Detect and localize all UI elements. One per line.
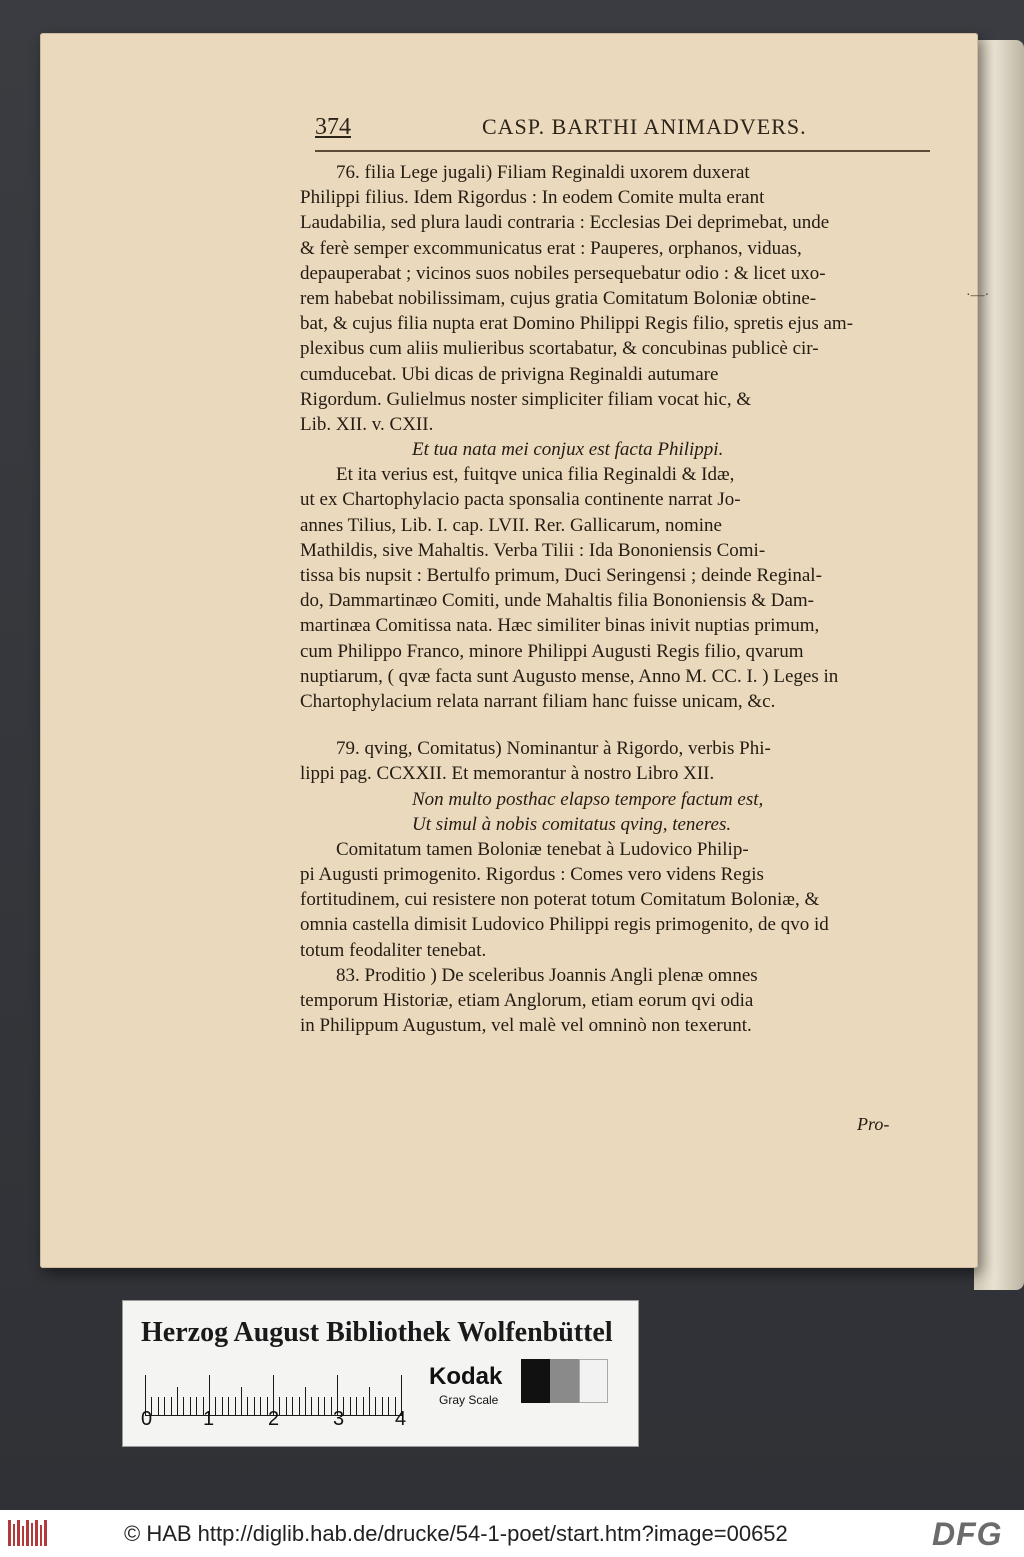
text-line: cum Philippo Franco, minore Philippi Augusti Regis filio, qvarum xyxy=(300,640,804,662)
margin-mark: ·—· xyxy=(966,288,990,303)
ruler-tick xyxy=(222,1397,223,1415)
text-line: pi Augusti primogenito. Rigordus : Comes vero videns Regis xyxy=(300,864,764,886)
copyright-url[interactable]: © HAB http://diglib.hab.de/drucke/54-1-poet/start.htm?image=00652 xyxy=(124,1521,788,1546)
grayscale-label: Gray Scale xyxy=(439,1393,499,1407)
ruler-tick xyxy=(254,1397,255,1415)
text-line: Mathildis, sive Mahaltis. Verba Tilii : Ida Bononiensis Comi- xyxy=(300,539,766,561)
ruler-tick xyxy=(158,1397,159,1415)
ruler-tick xyxy=(382,1397,383,1415)
ruler-tick xyxy=(215,1397,216,1415)
text-line: martinæa Comitissa nata. Hæc similiter binas inivit nuptias primum, xyxy=(300,615,820,637)
library-name: Herzog August Bibliothek Wolfenbüttel xyxy=(141,1317,613,1348)
text-line: Rigordum. Gulielmus noster simpliciter filiam vocat hic, & xyxy=(300,388,752,410)
page-number: 374 xyxy=(315,114,351,140)
ruler-tick xyxy=(241,1387,242,1415)
catchword: Pro- xyxy=(857,1114,890,1134)
page-text xyxy=(300,160,940,1038)
gray-patch-mid xyxy=(550,1359,579,1403)
text-line: Lib. XII. v. CXII. xyxy=(300,413,434,435)
ruler-tick xyxy=(356,1397,357,1415)
ruler-tick xyxy=(247,1397,248,1415)
ruler-tick xyxy=(286,1397,287,1415)
facing-page-edge xyxy=(974,40,1024,1290)
text-line: & ferè semper excommunicatus erat : Pauperes, orphanos, viduas, xyxy=(300,237,802,259)
text-line: do, Dammartinæo Comiti, unde Mahaltis filia Bononiensis & Dam- xyxy=(300,590,815,612)
ruler-tick xyxy=(171,1397,172,1415)
barcode-icon xyxy=(8,1520,48,1546)
gray-patch-white xyxy=(579,1359,608,1403)
text-line: Laudabilia, sed plura laudi contraria : Ecclesias Dei deprimebat, unde xyxy=(300,212,830,234)
ruler-tick xyxy=(279,1397,280,1415)
text-line: nuptiarum, ( qvæ facta sunt Augusto mense, Anno M. CC. I. ) Leges in xyxy=(300,665,839,687)
dfg-logo: DFG xyxy=(932,1516,1003,1552)
ruler-tick xyxy=(324,1397,325,1415)
ruler-tick xyxy=(228,1397,229,1415)
ruler-tick xyxy=(305,1387,306,1415)
ruler-tick xyxy=(260,1397,261,1415)
ruler-number: 4 xyxy=(395,1408,407,1430)
ruler-tick xyxy=(311,1397,312,1415)
ruler-tick xyxy=(331,1397,332,1415)
text-line: 83. Proditio ) De sceleribus Joannis Angli plenæ omnes xyxy=(336,964,758,986)
ruler-tick xyxy=(299,1397,300,1415)
text-line: tissa bis nupsit : Bertulfo primum, Duci Seringensi ; deinde Reginal- xyxy=(300,565,822,586)
ruler-tick xyxy=(375,1397,376,1415)
color-target-card xyxy=(122,1300,639,1447)
text-line: fortitudinem, cui resistere non poterat totum Comitatum Boloniæ, & xyxy=(300,889,820,911)
text-line: Philippi filius. Idem Rigordus : In eodem Comite multa erant xyxy=(300,187,765,209)
text-line: Chartophylacium relata narrant filiam hanc fuisse unicam, &c. xyxy=(300,690,776,712)
text-line: in Philippum Augustum, vel malè vel omninò non texerunt. xyxy=(300,1015,752,1037)
text-line: lippi pag. CCXXII. Et memorantur à nostro Libro XII. xyxy=(300,763,715,785)
ruler-tick xyxy=(388,1397,389,1415)
ruler-tick xyxy=(235,1397,236,1415)
text-line: depauperabat ; vicinos suos nobiles persequebatur odio : & licet uxo- xyxy=(300,262,826,284)
ruler-number: 2 xyxy=(268,1408,280,1430)
ruler-tick xyxy=(350,1397,351,1415)
ruler-number: 0 xyxy=(141,1408,153,1430)
kodak-label: Kodak xyxy=(429,1363,503,1390)
text-line: Ut simul à nobis comitatus qving, teneres. xyxy=(412,813,732,835)
text-line: 76. filia Lege jugali) Filiam Reginaldi uxorem duxerat xyxy=(336,162,750,183)
text-line: temporum Historiæ, etiam Anglorum, etiam eorum qvi odia xyxy=(300,990,754,1011)
text-line: Non multo posthac elapso tempore factum est, xyxy=(412,788,764,810)
text-line: 79. qving, Comitatus) Nominantur à Rigordo, verbis Phi- xyxy=(336,738,771,760)
ruler-tick xyxy=(369,1387,370,1415)
text-line: cumducebat. Ubi dicas de privigna Reginaldi autumare xyxy=(300,363,719,385)
running-head xyxy=(315,110,930,152)
text-line: ut ex Chartophylacio pacta sponsalia continente narrat Jo- xyxy=(300,489,741,511)
ruler-number: 3 xyxy=(333,1408,345,1430)
text-line: totum feodaliter tenebat. xyxy=(300,939,487,961)
text-line: rem habebat nobilissimam, cujus gratia Comitatum Boloniæ obtine- xyxy=(300,287,817,309)
text-line: plexibus cum aliis mulieribus scortabatur, & concubinas publicè cir- xyxy=(300,338,819,360)
gray-patch-black xyxy=(521,1359,550,1403)
text-line: bat, & cujus filia nupta erat Domino Philippi Regis filio, spretis ejus am- xyxy=(300,313,854,335)
text-line: Comitatum tamen Boloniæ tenebat à Ludovico Philip- xyxy=(336,838,749,860)
ruler-tick xyxy=(292,1397,293,1415)
ruler-tick xyxy=(196,1397,197,1415)
text-line: annes Tilius, Lib. I. cap. LVII. Rer. Gallicarum, nomine xyxy=(300,514,722,536)
ruler-tick xyxy=(183,1397,184,1415)
ruler-tick xyxy=(190,1397,191,1415)
running-title: CASP. BARTHI ANIMADVERS. xyxy=(482,114,807,139)
ruler-tick xyxy=(164,1397,165,1415)
text-line: Et tua nata mei conjux est facta Philippi. xyxy=(412,439,724,461)
footer-bar xyxy=(0,1510,1024,1557)
text-line: omnia castella dimisit Ludovico Philippi regis primogenito, de qvo id xyxy=(300,914,829,936)
ruler-tick xyxy=(177,1387,178,1415)
text-line: Et ita verius est, fuitqve unica filia Reginaldi & Idæ, xyxy=(336,464,735,486)
ruler-number: 1 xyxy=(203,1408,215,1430)
ruler-tick xyxy=(363,1397,364,1415)
ruler-tick xyxy=(318,1397,319,1415)
